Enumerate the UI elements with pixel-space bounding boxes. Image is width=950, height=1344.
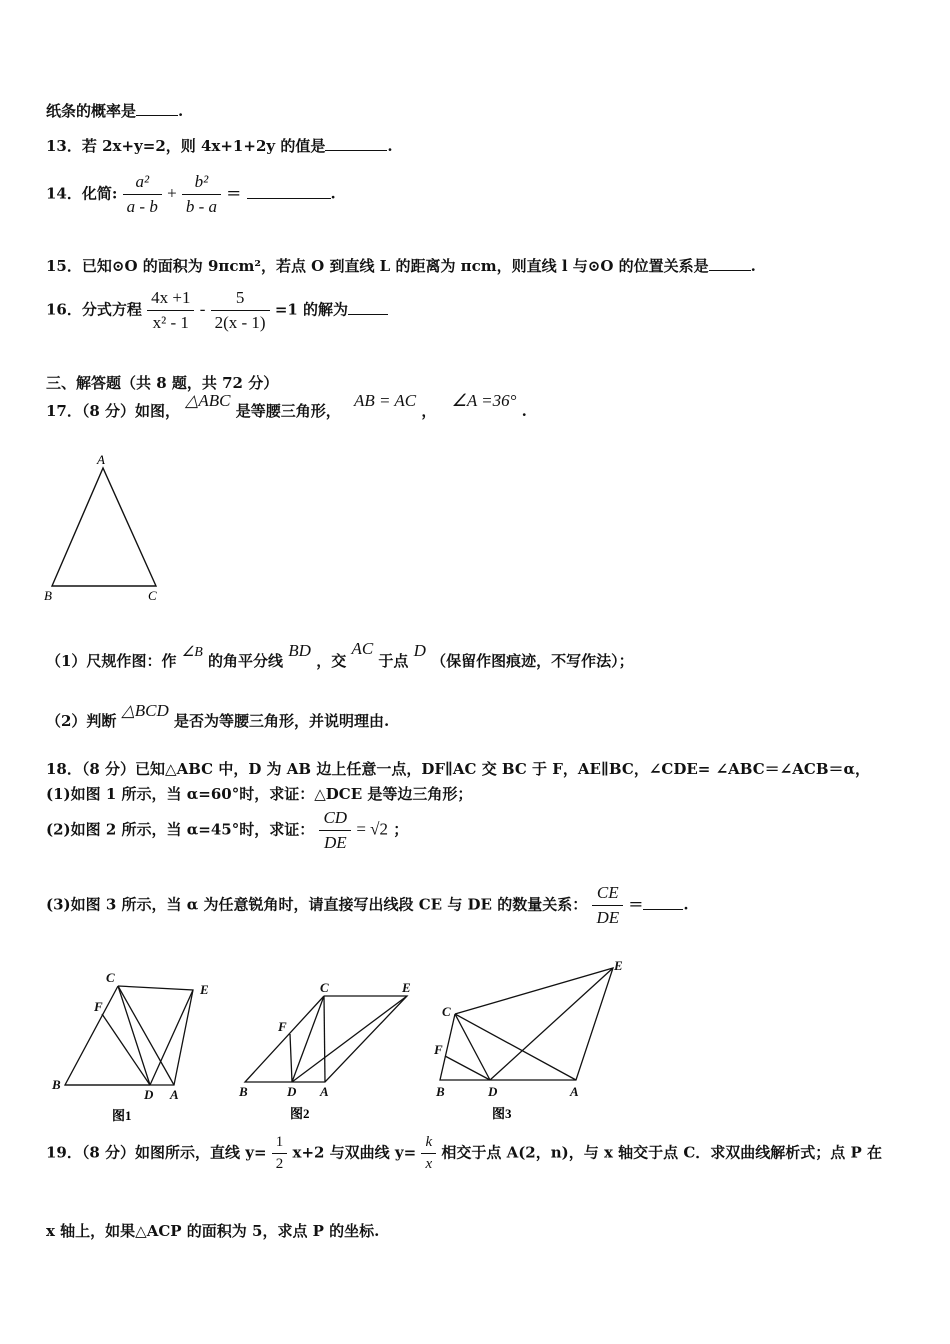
- question-16: 16．分式方程 $\frac{4x +1}{\text{x² - 1}}$ - $\frac{5}{2(x - 1)}$ =1 的解为: [46, 288, 388, 333]
- svg-text:E: E: [200, 982, 209, 997]
- svg-text:F: F: [278, 1019, 287, 1034]
- answer-blank: [643, 908, 683, 910]
- svg-text:B: B: [436, 1084, 445, 1099]
- svg-text:D: D: [144, 1087, 154, 1102]
- fraction-k-x: $\frac{k}{x}$: [421, 1134, 436, 1173]
- figure-1: [65, 986, 193, 1085]
- triangle-abc: [52, 468, 156, 586]
- triangle-abc-figure: [40, 448, 170, 608]
- fraction-cd-de: $\frac{CD}{DE}$: [319, 808, 351, 853]
- fraction-ce-de: $\frac{CE}{DE}$: [592, 883, 623, 928]
- svg-text:A: A: [320, 1084, 329, 1099]
- figure-2: [245, 996, 407, 1082]
- svg-text:C: C: [442, 1004, 451, 1019]
- figure-3: [440, 968, 613, 1080]
- fraction-a2: $\frac{\text{a²}}{a - b}$: [123, 172, 162, 217]
- question-18: 18．（8 分）已知△ABC 中，D 为 AB 边上任意一点，DF∥AC 交 BC 于 F，AE∥BC，∠CDE= ∠ABC＝∠ACB＝α，: [46, 760, 871, 778]
- question-17: 17．（8 分）如图， △ABC 是等腰三角形， AB = AC ， ∠A =36° .: [46, 391, 527, 420]
- svg-text:F: F: [434, 1042, 443, 1057]
- svg-text:C: C: [320, 980, 329, 995]
- question-18-part1: (1)如图 1 所示，当 α=60°时，求证：△DCE 是等边三角形；: [46, 785, 473, 803]
- question-17-part1: （1）尺规作图：作 ∠B 的角平分线 BD ，交 AC 于点 D （保留作图痕迹，不写作法）；: [46, 639, 634, 670]
- svg-text:B: B: [52, 1077, 61, 1092]
- svg-text:C: C: [106, 970, 115, 985]
- question-19-line2: x 轴上，如果△ACP 的面积为 5，求点 P 的坐标.: [46, 1222, 380, 1240]
- q12-tail: 纸条的概率是 .: [46, 102, 184, 120]
- label-a: A: [97, 452, 105, 467]
- fig3-caption: 图3: [492, 1106, 512, 1121]
- answer-blank: [348, 313, 388, 315]
- fraction-b2: $\frac{\text{b²}}{b - a}$: [182, 172, 221, 217]
- question-15: 15．已知⊙O 的面积为 9πcm²，若点 O 到直线 L 的距离为 πcm，则直线 l 与⊙O 的位置关系是 .: [46, 257, 756, 275]
- fig2-caption: 图2: [290, 1106, 310, 1121]
- svg-text:D: D: [488, 1084, 498, 1099]
- label-c: C: [148, 588, 157, 603]
- answer-blank: [136, 114, 178, 116]
- svg-text:E: E: [402, 980, 411, 995]
- q18-figures: [40, 958, 640, 1128]
- answer-blank: [247, 197, 331, 199]
- fraction-5: $\frac{5}{2(x - 1)}$: [211, 288, 270, 333]
- question-13: 13．若 2x+y=2，则 4x+1+2y 的值是 .: [46, 137, 393, 155]
- svg-text:A: A: [570, 1084, 579, 1099]
- answer-blank: [325, 149, 387, 151]
- question-14: 14．化简: $\frac{\text{a²}}{a - b}$ + $\frac{\text{b²}}{b - a}$ ＝ .: [46, 172, 336, 216]
- question-19: 19．（8 分）如图所示，直线 y= $\frac{1}{2}$ x+2 与双曲线 y= $\frac{k}{x}$ 相交于点 A(2，n)，与 x 轴交于点 C．求双曲线解析式；点 P 在: [46, 1134, 883, 1172]
- answer-blank: [709, 269, 751, 271]
- svg-text:F: F: [94, 999, 103, 1014]
- svg-text:D: D: [287, 1084, 297, 1099]
- label-b: B: [44, 588, 52, 603]
- fraction-one-half: $\frac{1}{2}$: [272, 1134, 288, 1173]
- fraction-4x1: $\frac{4x +1}{\text{x² - 1}}$: [147, 288, 194, 333]
- question-18-part3: (3)如图 3 所示，当 α 为任意锐角时，请直接写出线段 CE 与 DE 的数量关系： $\frac{CE}{DE}$ ＝ .: [46, 883, 689, 927]
- fig1-caption: 图1: [112, 1108, 132, 1123]
- svg-text:E: E: [614, 958, 623, 973]
- question-18-part2: (2)如图 2 所示，当 α=45°时，求证： $\frac{CD}{DE}$ = √2 ；: [46, 808, 409, 852]
- question-17-part2: （2）判断 △BCD 是否为等腰三角形，并说明理由.: [46, 701, 390, 730]
- section-3-title: 三、解答题（共 8 题，共 72 分）: [46, 374, 279, 392]
- svg-text:A: A: [170, 1087, 179, 1102]
- svg-text:B: B: [239, 1084, 248, 1099]
